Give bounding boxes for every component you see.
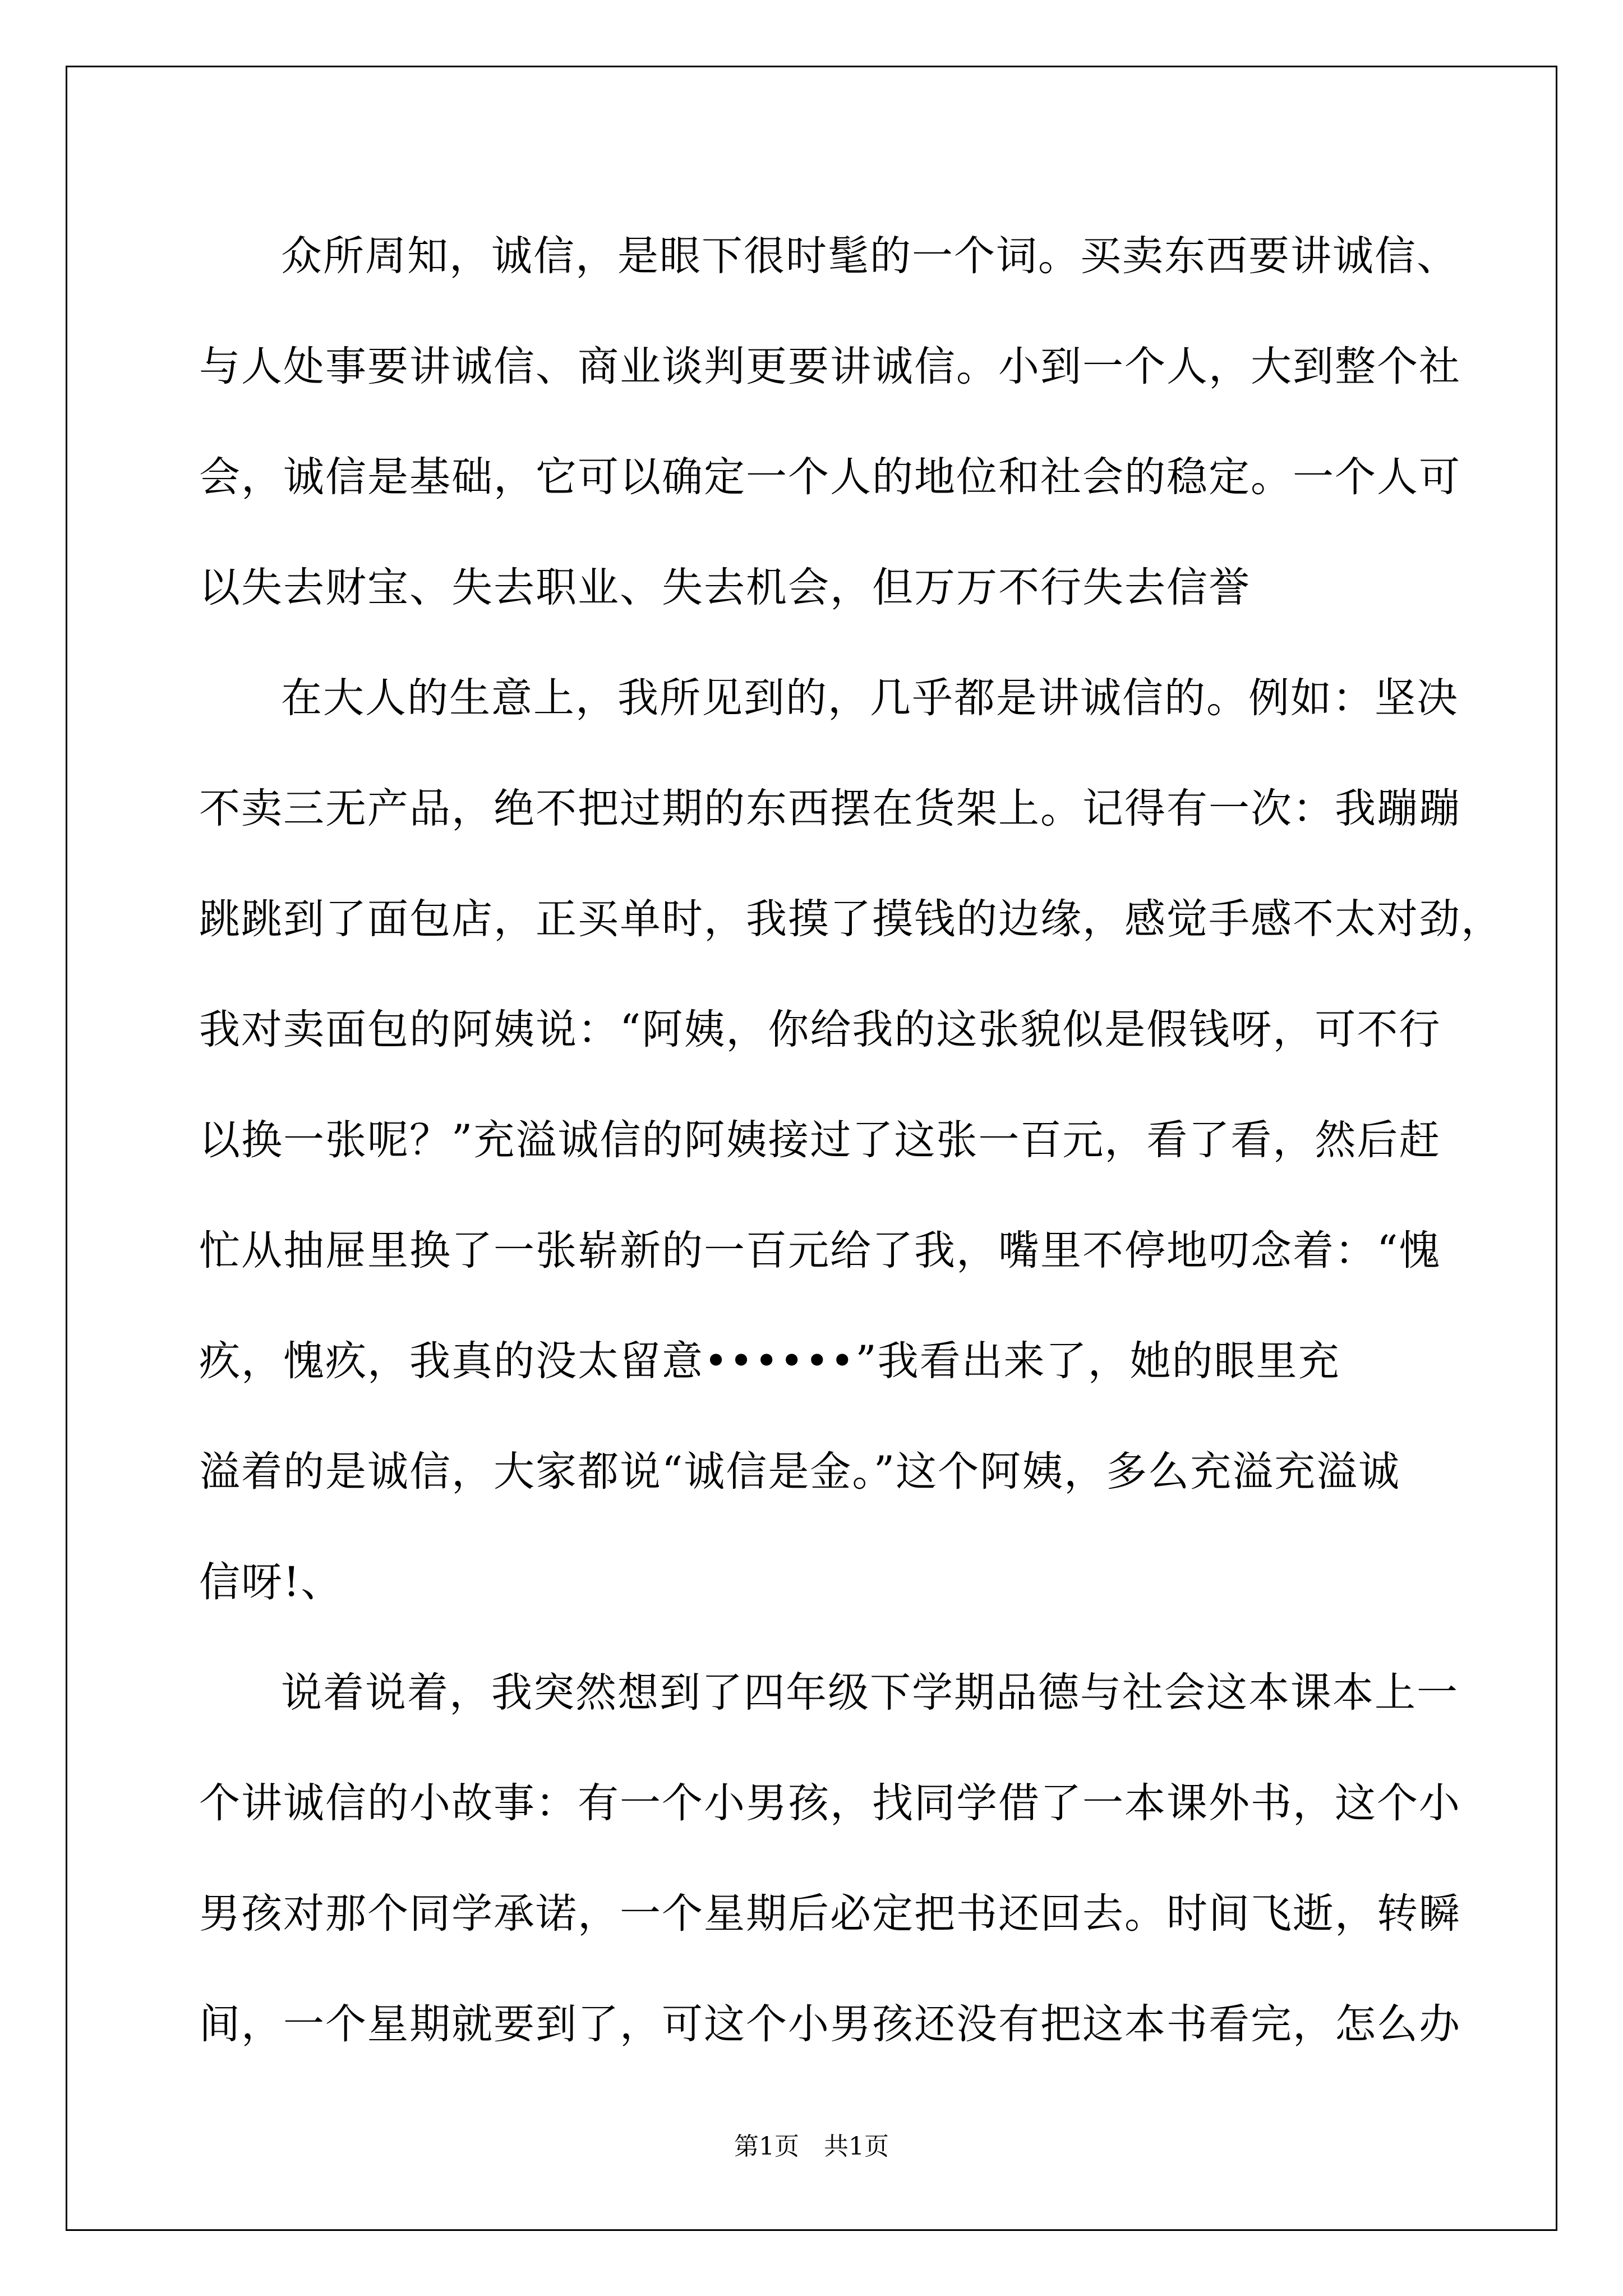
paragraph-line: 跳跳到了面包店，正买单时，我摸了摸钱的边缘，感觉手感不太对劲， bbox=[199, 895, 1503, 943]
page-number: 第1页 共1页 bbox=[734, 2132, 889, 2161]
paragraph-line: 说着说着，我突然想到了四年级下学期品德与社会这本课本上一 bbox=[281, 1669, 1459, 1717]
paragraph-line: 疚，愧疚，我真的没太留意••••••”我看出来了，她的眼里充 bbox=[199, 1337, 1340, 1385]
paragraph-line: 信呀!、 bbox=[199, 1558, 343, 1606]
paragraph-line: 以换一张呢？”充溢诚信的阿姨接过了这张一百元，看了看，然后赶 bbox=[199, 1116, 1441, 1164]
paragraph-line: 忙从抽屉里换了一张崭新的一百元给了我，嘴里不停地叨念着：“愧 bbox=[199, 1227, 1441, 1274]
document-body bbox=[199, 201, 1503, 2079]
paragraph-line: 男孩对那个同学承诺，一个星期后必定把书还回去。时间飞逝，转瞬 bbox=[199, 1890, 1461, 1938]
paragraph-line: 与人处事要讲诚信、商业谈判更要讲诚信。小到一个人，大到整个社 bbox=[199, 343, 1461, 390]
paragraph-line: 众所周知，诚信，是眼下很时髦的一个词。买卖东西要讲诚信、 bbox=[281, 232, 1459, 280]
paragraph-line: 在大人的生意上，我所见到的，几乎都是讲诚信的。例如：坚决 bbox=[281, 674, 1459, 722]
paragraph-line: 个讲诚信的小故事：有一个小男孩，找同学借了一本课外书，这个小 bbox=[199, 1779, 1461, 1827]
paragraph-line: 我对卖面包的阿姨说：“阿姨，你给我的这张貌似是假钱呀，可不行 bbox=[199, 1006, 1441, 1053]
paragraph-line: 间，一个星期就要到了，可这个小男孩还没有把这本书看完，怎么办 bbox=[199, 2000, 1461, 2048]
paragraph-line: 以失去财宝、失去职业、失去机会，但万万不行失去信誉 bbox=[199, 564, 1251, 611]
paragraph-line: 会，诚信是基础，它可以确定一个人的地位和社会的稳定。一个人可 bbox=[199, 453, 1461, 501]
paragraph-line: 不卖三无产品，绝不把过期的东西摆在货架上。记得有一次：我蹦蹦 bbox=[199, 785, 1461, 832]
paragraph-line: 溢着的是诚信，大家都说“诚信是金。”这个阿姨，多么充溢充溢诚 bbox=[199, 1448, 1401, 1496]
